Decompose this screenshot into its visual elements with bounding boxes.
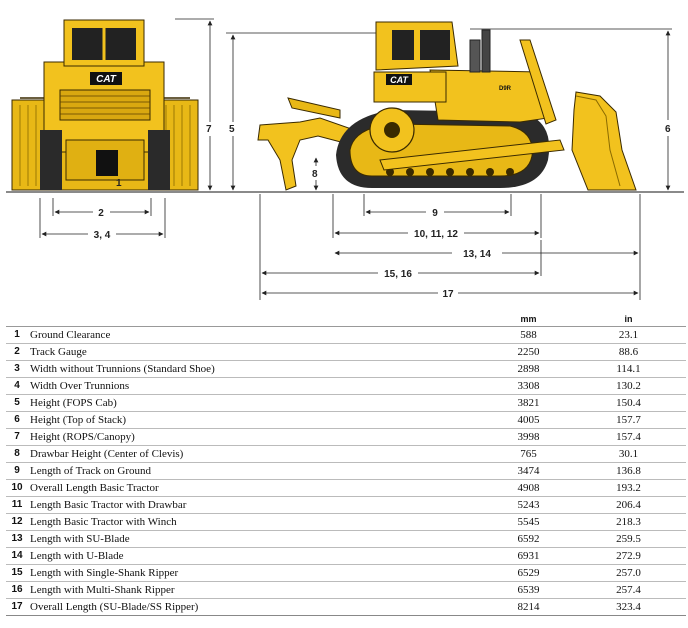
row-description: Ground Clearance	[28, 327, 486, 344]
row-number: 7	[6, 429, 28, 446]
dim-label-2: 2	[98, 208, 104, 219]
dim-label-9: 9	[432, 208, 438, 219]
front-cat-logo: CAT	[96, 74, 116, 85]
row-number: 10	[6, 480, 28, 497]
header-in: in	[571, 312, 686, 327]
model-badge: D9R	[498, 86, 512, 92]
row-description: Width Over Trunnions	[28, 378, 486, 395]
row-mm: 3821	[486, 395, 571, 412]
row-number: 17	[6, 599, 28, 616]
row-description: Height (FOPS Cab)	[28, 395, 486, 412]
dim-label-1: 1	[116, 178, 122, 189]
table-row	[6, 378, 686, 395]
dozer-dimension-diagram	[0, 0, 688, 310]
table-row	[6, 344, 686, 361]
table-row	[6, 463, 686, 480]
row-number: 9	[6, 463, 28, 480]
row-mm: 3474	[486, 463, 571, 480]
dim-label-10-11-12: 10, 11, 12	[414, 229, 458, 240]
dim-label-17: 17	[442, 289, 454, 300]
table-row	[6, 412, 686, 429]
table-row	[6, 565, 686, 582]
row-in: 206.4	[571, 497, 686, 514]
row-mm: 5545	[486, 514, 571, 531]
dim-label-15-16: 15, 16	[384, 269, 412, 280]
dim-label-6: 6	[665, 124, 671, 135]
row-description: Length with SU-Blade	[28, 531, 486, 548]
table-row	[6, 599, 686, 616]
row-description: Length Basic Tractor with Winch	[28, 514, 486, 531]
row-in: 23.1	[571, 327, 686, 344]
table-row	[6, 429, 686, 446]
row-mm: 765	[486, 446, 571, 463]
front-view-dozer	[12, 20, 198, 190]
table-row	[6, 497, 686, 514]
row-in: 272.9	[571, 548, 686, 565]
row-mm: 4005	[486, 412, 571, 429]
row-number: 15	[6, 565, 28, 582]
table-row	[6, 582, 686, 599]
row-mm: 2250	[486, 344, 571, 361]
row-mm: 8214	[486, 599, 571, 616]
row-description: Length of Track on Ground	[28, 463, 486, 480]
row-in: 114.1	[571, 361, 686, 378]
row-in: 150.4	[571, 395, 686, 412]
row-mm: 3308	[486, 378, 571, 395]
header-mm: mm	[486, 312, 571, 327]
row-number: 14	[6, 548, 28, 565]
row-number: 1	[6, 327, 28, 344]
table-row	[6, 514, 686, 531]
row-number: 2	[6, 344, 28, 361]
row-description: Overall Length (SU-Blade/SS Ripper)	[28, 599, 486, 616]
table-row	[6, 327, 686, 344]
row-in: 30.1	[571, 446, 686, 463]
dim-label-8: 8	[312, 169, 318, 180]
row-in: 259.5	[571, 531, 686, 548]
row-in: 193.2	[571, 480, 686, 497]
table-header-row	[6, 312, 686, 327]
row-mm: 6529	[486, 565, 571, 582]
row-in: 130.2	[571, 378, 686, 395]
row-mm: 6931	[486, 548, 571, 565]
row-description: Height (Top of Stack)	[28, 412, 486, 429]
row-mm: 4908	[486, 480, 571, 497]
row-description: Width without Trunnions (Standard Shoe)	[28, 361, 486, 378]
row-number: 5	[6, 395, 28, 412]
row-description: Drawbar Height (Center of Clevis)	[28, 446, 486, 463]
table-row	[6, 446, 686, 463]
row-in: 136.8	[571, 463, 686, 480]
row-number: 6	[6, 412, 28, 429]
table-row	[6, 531, 686, 548]
row-mm: 6592	[486, 531, 571, 548]
row-number: 3	[6, 361, 28, 378]
row-number: 12	[6, 514, 28, 531]
row-number: 13	[6, 531, 28, 548]
row-in: 157.4	[571, 429, 686, 446]
row-description: Overall Length Basic Tractor	[28, 480, 486, 497]
row-in: 257.4	[571, 582, 686, 599]
row-description: Length with Multi-Shank Ripper	[28, 582, 486, 599]
row-description: Length Basic Tractor with Drawbar	[28, 497, 486, 514]
dim-label-13-14: 13, 14	[463, 249, 491, 260]
row-description: Track Gauge	[28, 344, 486, 361]
table-row	[6, 548, 686, 565]
row-in: 257.0	[571, 565, 686, 582]
row-mm: 2898	[486, 361, 571, 378]
table-row	[6, 361, 686, 378]
row-in: 218.3	[571, 514, 686, 531]
row-mm: 5243	[486, 497, 571, 514]
row-in: 323.4	[571, 599, 686, 616]
row-mm: 6539	[486, 582, 571, 599]
dimensions-table	[6, 312, 686, 616]
row-number: 16	[6, 582, 28, 599]
row-number: 4	[6, 378, 28, 395]
dim-label-34: 3, 4	[93, 230, 111, 241]
dim-label-7: 7	[206, 124, 212, 135]
row-description: Length with U-Blade	[28, 548, 486, 565]
row-in: 88.6	[571, 344, 686, 361]
side-view-dozer	[258, 22, 636, 190]
side-cat-logo: CAT	[390, 75, 408, 85]
row-mm: 3998	[486, 429, 571, 446]
row-in: 157.7	[571, 412, 686, 429]
table-row	[6, 395, 686, 412]
row-description: Length with Single-Shank Ripper	[28, 565, 486, 582]
row-number: 11	[6, 497, 28, 514]
dim-label-5: 5	[229, 124, 235, 135]
row-mm: 588	[486, 327, 571, 344]
row-description: Height (ROPS/Canopy)	[28, 429, 486, 446]
row-number: 8	[6, 446, 28, 463]
table-row	[6, 480, 686, 497]
